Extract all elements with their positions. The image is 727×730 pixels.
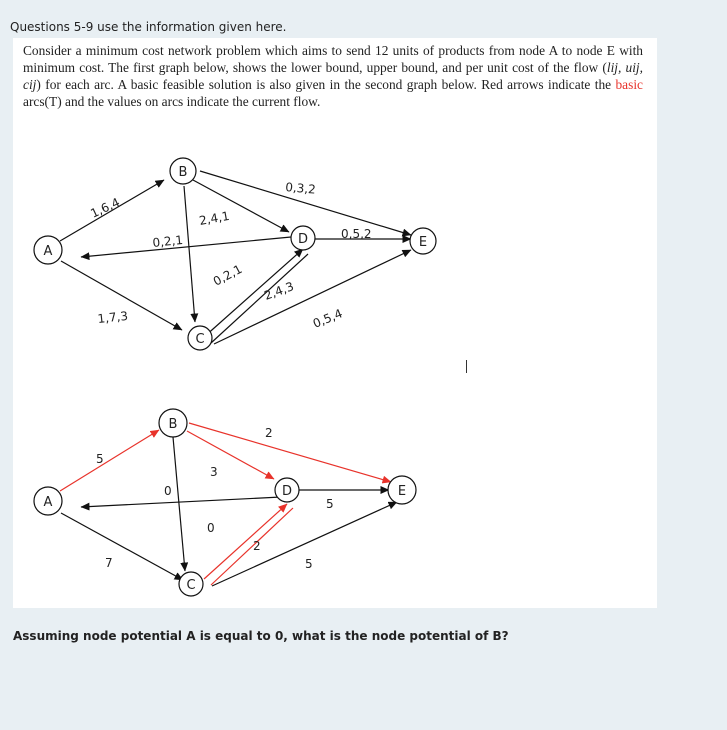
- graph-2-flow-labels: [96, 426, 334, 571]
- arc2-b-e: [189, 423, 391, 482]
- flow-arc-b-c: 0: [207, 521, 215, 535]
- label-arc-a-c: 1,7,3: [96, 308, 129, 326]
- arc-b-c: [184, 186, 195, 322]
- text-cursor: [466, 360, 467, 373]
- arc2-b-d: [187, 431, 274, 479]
- label-arc-b-a: 0,2,1: [151, 232, 184, 250]
- node-c-label: C: [195, 332, 205, 347]
- node2-a-label: A: [43, 495, 53, 510]
- flow-arc-a-b: 5: [96, 452, 104, 466]
- question-text: Assuming node potential A is equal to 0, what is the node potential of B?: [13, 629, 509, 643]
- flow-arc-b-a: 0: [164, 484, 172, 498]
- node-b-label: B: [178, 165, 188, 180]
- arc2-c-d-1: [204, 504, 287, 579]
- node-e-label: E: [418, 235, 428, 250]
- label-arc-d-e: 0,5,2: [341, 227, 372, 241]
- arc-c-e: [214, 250, 411, 344]
- label-arc-b-d: 2,4,1: [198, 208, 231, 228]
- node2-c-label: C: [186, 578, 196, 593]
- network-graphs: [13, 38, 657, 608]
- label-arc-a-b: 1,6,4: [88, 195, 122, 221]
- graph-2-node-labels: [44, 417, 407, 593]
- graph-1-arc-labels: [88, 180, 371, 331]
- node-a-label: A: [43, 244, 53, 259]
- basic-word: basic: [615, 77, 643, 92]
- arc-b-a: [81, 237, 291, 257]
- node2-d-label: D: [281, 484, 293, 499]
- arc2-a-b: [60, 430, 159, 491]
- arc2-b-a: [81, 497, 281, 507]
- flow-arc-b-e: 2: [265, 426, 273, 440]
- graph-2-nodes: [34, 409, 416, 596]
- flow-arc-d-e: 5: [326, 497, 334, 511]
- problem-text-part3: arcs(T) and the values on arcs indicate the current flow.: [23, 94, 321, 109]
- flow-arc-b-d: 3: [210, 465, 218, 479]
- label-arc-c-d: 2,4,3: [262, 279, 296, 303]
- label-arc-b-c: 0,2,1: [210, 261, 245, 289]
- problem-text-part2: ) for each arc. A basic feasible solution is also given in the second graph below. Red arrows indicate the: [36, 77, 616, 92]
- arc2-c-e: [212, 502, 397, 586]
- problem-text-part1: Consider a minimum cost network problem which aims to send 12 units of products from node A to node E with minimum cost. The first graph below, shows the lower bound, upper bound, and per unit cost of the flow (: [23, 43, 643, 75]
- arc-b-e: [200, 171, 411, 235]
- node-d-label: D: [297, 232, 309, 247]
- node2-b-label: B: [168, 417, 178, 432]
- arc2-b-c: [173, 437, 185, 571]
- flow-arc-a-c: 7: [105, 556, 113, 570]
- flow-arc-c-e: 5: [305, 557, 313, 571]
- arc2-a-c: [61, 513, 183, 580]
- label-arc-c-e: 0,5,4: [310, 306, 345, 331]
- arc2-c-d-2: [211, 508, 293, 585]
- node2-e-label: E: [397, 484, 407, 499]
- flow-arc-c-d: 2: [253, 539, 261, 553]
- intro-text: Questions 5-9 use the information given here.: [10, 20, 287, 34]
- label-arc-b-e: 0,3,2: [284, 180, 317, 197]
- problem-card: [13, 38, 657, 608]
- flow-notation: lij, uij, cij: [23, 60, 644, 92]
